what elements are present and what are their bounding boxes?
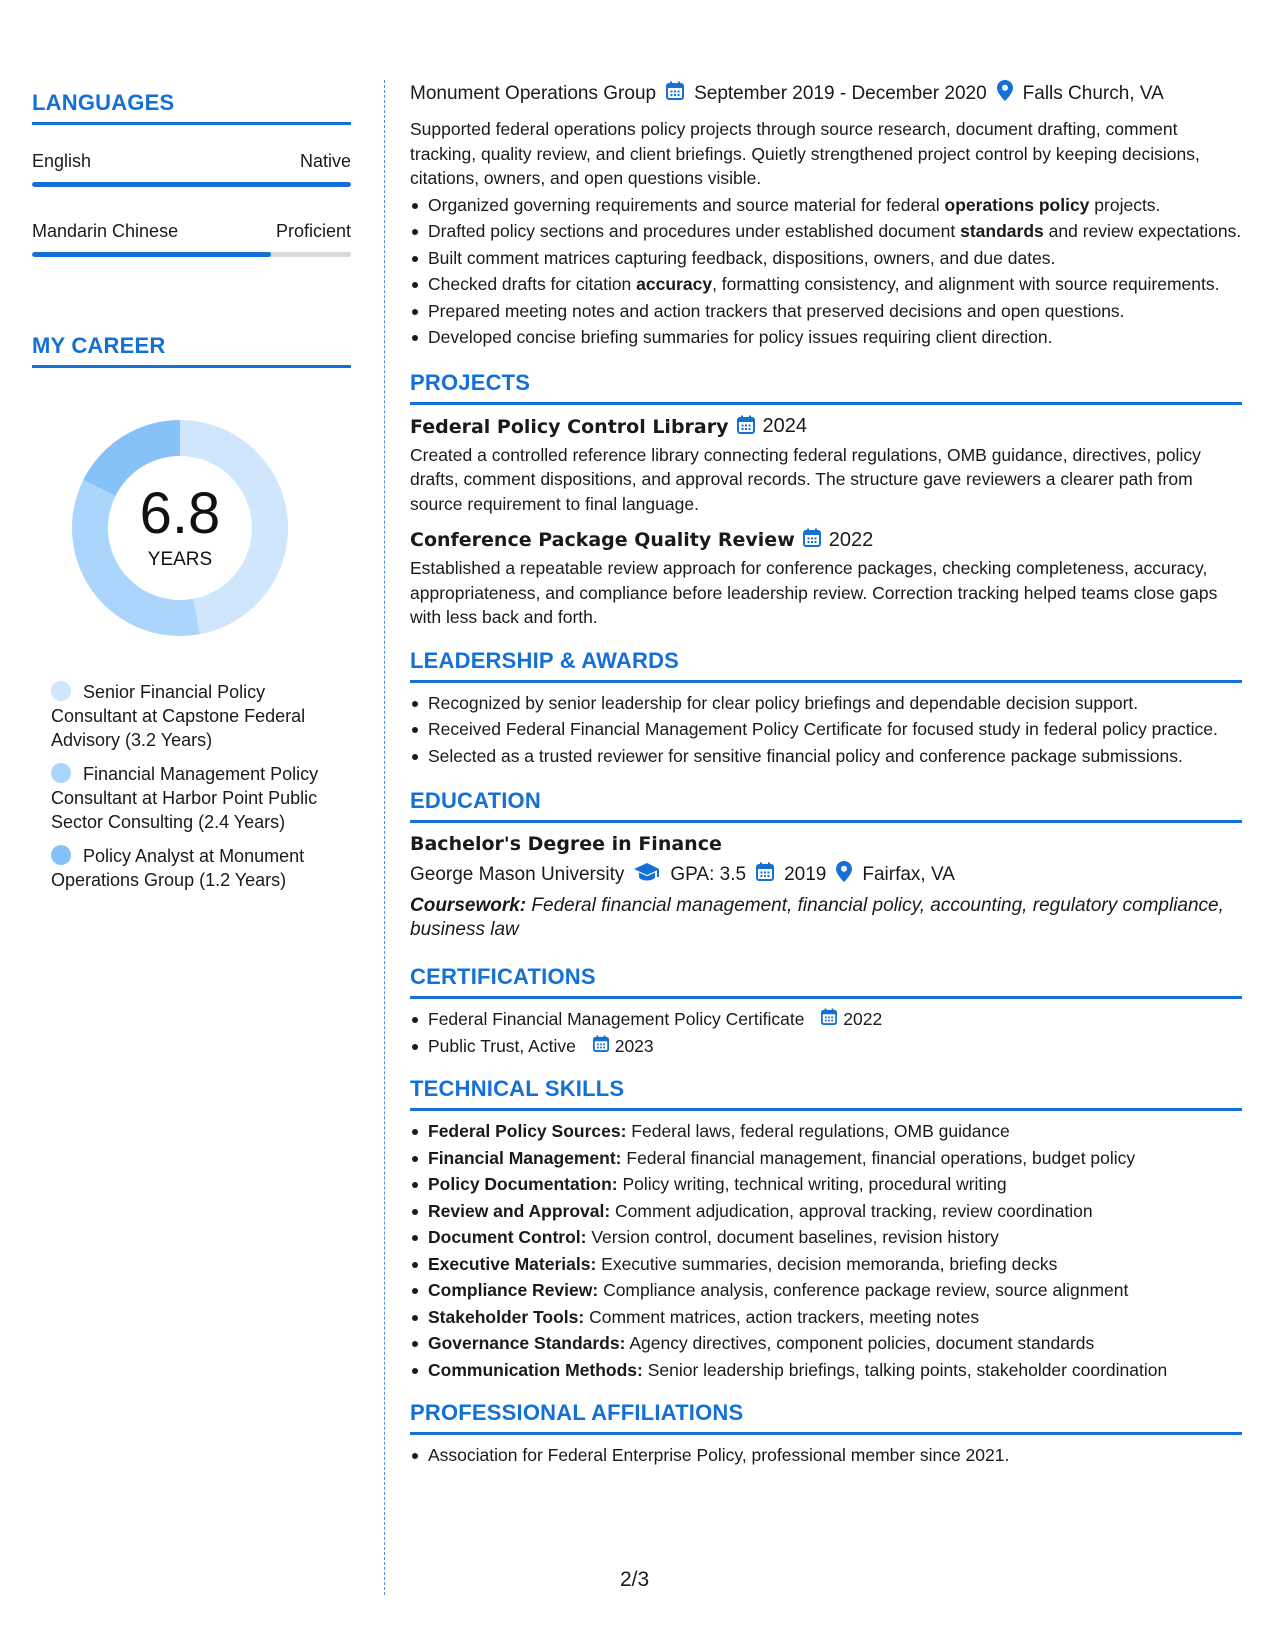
affiliations-list	[410, 1443, 1242, 1468]
job-dates: September 2019 - December 2020	[694, 82, 987, 104]
job-company: Monument Operations Group	[410, 82, 657, 104]
school-location: Fairfax, VA	[862, 863, 955, 885]
certifications-section	[410, 964, 1242, 1058]
skill-item: Review and Approval: Comment adjudication, approval tracking, review coordination	[410, 1199, 1242, 1224]
education-section	[410, 788, 1242, 942]
total-years-unit: YEARS	[147, 549, 213, 570]
job-summary: Supported federal operations policy projects through source research, document drafting, comment tracking, quality review, and client briefings. Quietly strengthened project control by keeping decisions, citations, owners, and open questions visible.	[410, 119, 1200, 188]
job-bullets	[410, 193, 1242, 350]
certification-year: 2022	[843, 1009, 883, 1029]
career-donut-chart	[64, 412, 296, 644]
skill-item: Federal Policy Sources: Federal laws, federal regulations, OMB guidance	[410, 1119, 1242, 1144]
project-description: Established a repeatable review approach for conference packages, checking completeness, accuracy, appropriateness, and compliance before leadership review. Correction tracking helped teams close gaps with less back and forth.	[410, 558, 1218, 627]
skill-item: Governance Standards: Agency directives, component policies, document standards	[410, 1331, 1242, 1356]
skill-item: Document Control: Version control, document baselines, revision history	[410, 1225, 1242, 1250]
section-title: MY CAREER	[32, 333, 166, 358]
coursework	[410, 894, 1242, 942]
degree-name: Bachelor's Degree in Finance	[410, 833, 722, 855]
affiliation-item: Association for Federal Enterprise Policy, professional member since 2021.	[410, 1443, 1242, 1468]
skill-item: Communication Methods: Senior leadership briefings, talking points, stakeholder coordination	[410, 1358, 1242, 1383]
experience-entry	[410, 80, 1242, 350]
project-title	[410, 415, 1242, 439]
leadership-section	[410, 648, 1242, 769]
section-title: TECHNICAL SKILLS	[410, 1076, 625, 1101]
job-bullet: Prepared meeting notes and action trackers that preserved decisions and open questions.	[410, 299, 1242, 324]
legend-dot	[51, 681, 71, 701]
section-rule	[410, 1432, 1242, 1435]
language-item	[32, 221, 351, 242]
section-title: CERTIFICATIONS	[410, 964, 596, 989]
job-bullet: Drafted policy sections and procedures under established document standards and review expectations.	[410, 219, 1242, 244]
project-year: 2022	[828, 528, 874, 551]
projects-section	[410, 370, 1242, 630]
legend-dot	[51, 763, 71, 783]
coursework-text: Federal financial management, financial policy, accounting, regulatory compliance, business law	[410, 895, 1224, 940]
legend-label: Financial Management Policy Consultant at Harbor Point Public Sector Consulting (2.4 Years)	[51, 764, 319, 832]
leadership-list	[410, 691, 1242, 769]
column-divider	[384, 80, 385, 1595]
skill-item: Policy Documentation: Policy writing, technical writing, procedural writing	[410, 1172, 1242, 1197]
calendar-icon	[803, 528, 821, 552]
language-bar	[32, 182, 351, 187]
language-bar-fill	[32, 252, 271, 257]
certification-item	[410, 1034, 1242, 1059]
section-rule	[410, 820, 1242, 823]
project-year: 2024	[762, 415, 807, 437]
job-location: Falls Church, VA	[1022, 82, 1164, 104]
skill-item: Financial Management: Federal financial management, financial operations, budget policy	[410, 1146, 1242, 1171]
certification-name: Public Trust, Active	[428, 1035, 576, 1056]
section-title: LANGUAGES	[32, 90, 175, 115]
affiliations-section	[410, 1400, 1242, 1468]
leadership-item: Received Federal Financial Management Policy Certificate for focused study in federal policy practice.	[410, 717, 1242, 742]
job-bullet: Checked drafts for citation accuracy, formatting consistency, and alignment with source requirements.	[410, 272, 1242, 297]
language-name: English	[32, 151, 92, 171]
right-column	[410, 80, 1242, 1468]
leadership-item: Recognized by senior leadership for clear policy briefings and dependable decision support.	[410, 691, 1242, 716]
language-level: Proficient	[275, 221, 351, 241]
language-level: Native	[299, 151, 351, 171]
certification-year: 2023	[614, 1035, 654, 1056]
degree-title	[410, 833, 1242, 855]
legend-label: Policy Analyst at Monument Operations Group (1.2 Years)	[51, 846, 305, 890]
coursework-label: Coursework:	[410, 895, 527, 916]
skill-item: Stakeholder Tools: Comment matrices, action trackers, meeting notes	[410, 1305, 1242, 1330]
calendar-icon	[666, 81, 684, 106]
graduation-cap-icon	[634, 863, 660, 887]
languages-section	[32, 90, 351, 257]
skills-section	[410, 1076, 1242, 1382]
graduation-year: 2019	[784, 863, 827, 885]
project-title	[410, 528, 1242, 552]
location-pin-icon	[836, 861, 852, 888]
total-years-value: 6.8	[139, 481, 221, 546]
job-bullet: Developed concise briefing summaries for policy issues requiring client direction.	[410, 325, 1242, 350]
skills-list	[410, 1119, 1242, 1382]
section-rule	[32, 122, 351, 125]
section-title: LEADERSHIP & AWARDS	[410, 647, 680, 673]
project-name: Conference Package Quality Review	[410, 529, 795, 551]
section-rule	[410, 996, 1242, 999]
section-title: EDUCATION	[410, 788, 541, 813]
school-name: George Mason University	[410, 863, 625, 885]
language-bar	[32, 252, 351, 257]
section-rule	[410, 402, 1242, 405]
section-rule	[32, 365, 351, 368]
left-column	[32, 90, 351, 902]
job-bullet: Built comment matrices capturing feedback, dispositions, owners, and due dates.	[410, 246, 1242, 271]
job-meta	[410, 80, 1242, 107]
location-pin-icon	[997, 80, 1013, 107]
project-name: Federal Policy Control Library	[410, 415, 729, 438]
legend-item	[51, 762, 322, 834]
legend-label: Senior Financial Policy Consultant at Capstone Federal Advisory (3.2 Years)	[51, 682, 306, 750]
skill-item: Compliance Review: Compliance analysis, conference package review, source alignment	[410, 1278, 1242, 1303]
language-bar-fill	[32, 182, 351, 187]
skill-item: Executive Materials: Executive summaries, decision memoranda, briefing decks	[410, 1252, 1242, 1277]
section-title: PROFESSIONAL AFFILIATIONS	[410, 1400, 744, 1425]
leadership-item: Selected as a trusted reviewer for sensitive financial policy and conference package submissions.	[410, 744, 1242, 769]
language-name: Mandarin Chinese	[32, 221, 179, 241]
language-item	[32, 151, 351, 172]
legend-item	[51, 844, 322, 892]
calendar-icon	[593, 1034, 609, 1059]
calendar-icon	[737, 415, 755, 439]
page-number: 2/3	[620, 1568, 650, 1591]
section-rule	[410, 680, 1242, 683]
project-description: Created a controlled reference library connecting federal regulations, OMB guidance, directives, policy drafts, comment dispositions, and approval records. The structure gave reviewers a clearer path from source requirement to final language.	[410, 444, 1201, 514]
job-bullet: Organized governing requirements and source material for federal operations policy projects.	[410, 193, 1242, 218]
donut-center	[64, 412, 296, 644]
section-title: PROJECTS	[410, 369, 531, 395]
gpa: GPA: 3.5	[670, 863, 747, 885]
calendar-icon	[756, 862, 774, 887]
education-meta	[410, 861, 1242, 888]
section-rule	[410, 1108, 1242, 1111]
career-legend	[32, 680, 322, 892]
calendar-icon	[821, 1007, 837, 1032]
certification-list	[410, 1007, 1242, 1058]
legend-dot	[51, 845, 71, 865]
certification-item	[410, 1007, 1242, 1032]
certification-name: Federal Financial Management Policy Certificate	[428, 1009, 805, 1029]
career-section	[32, 333, 351, 892]
legend-item	[51, 680, 322, 752]
